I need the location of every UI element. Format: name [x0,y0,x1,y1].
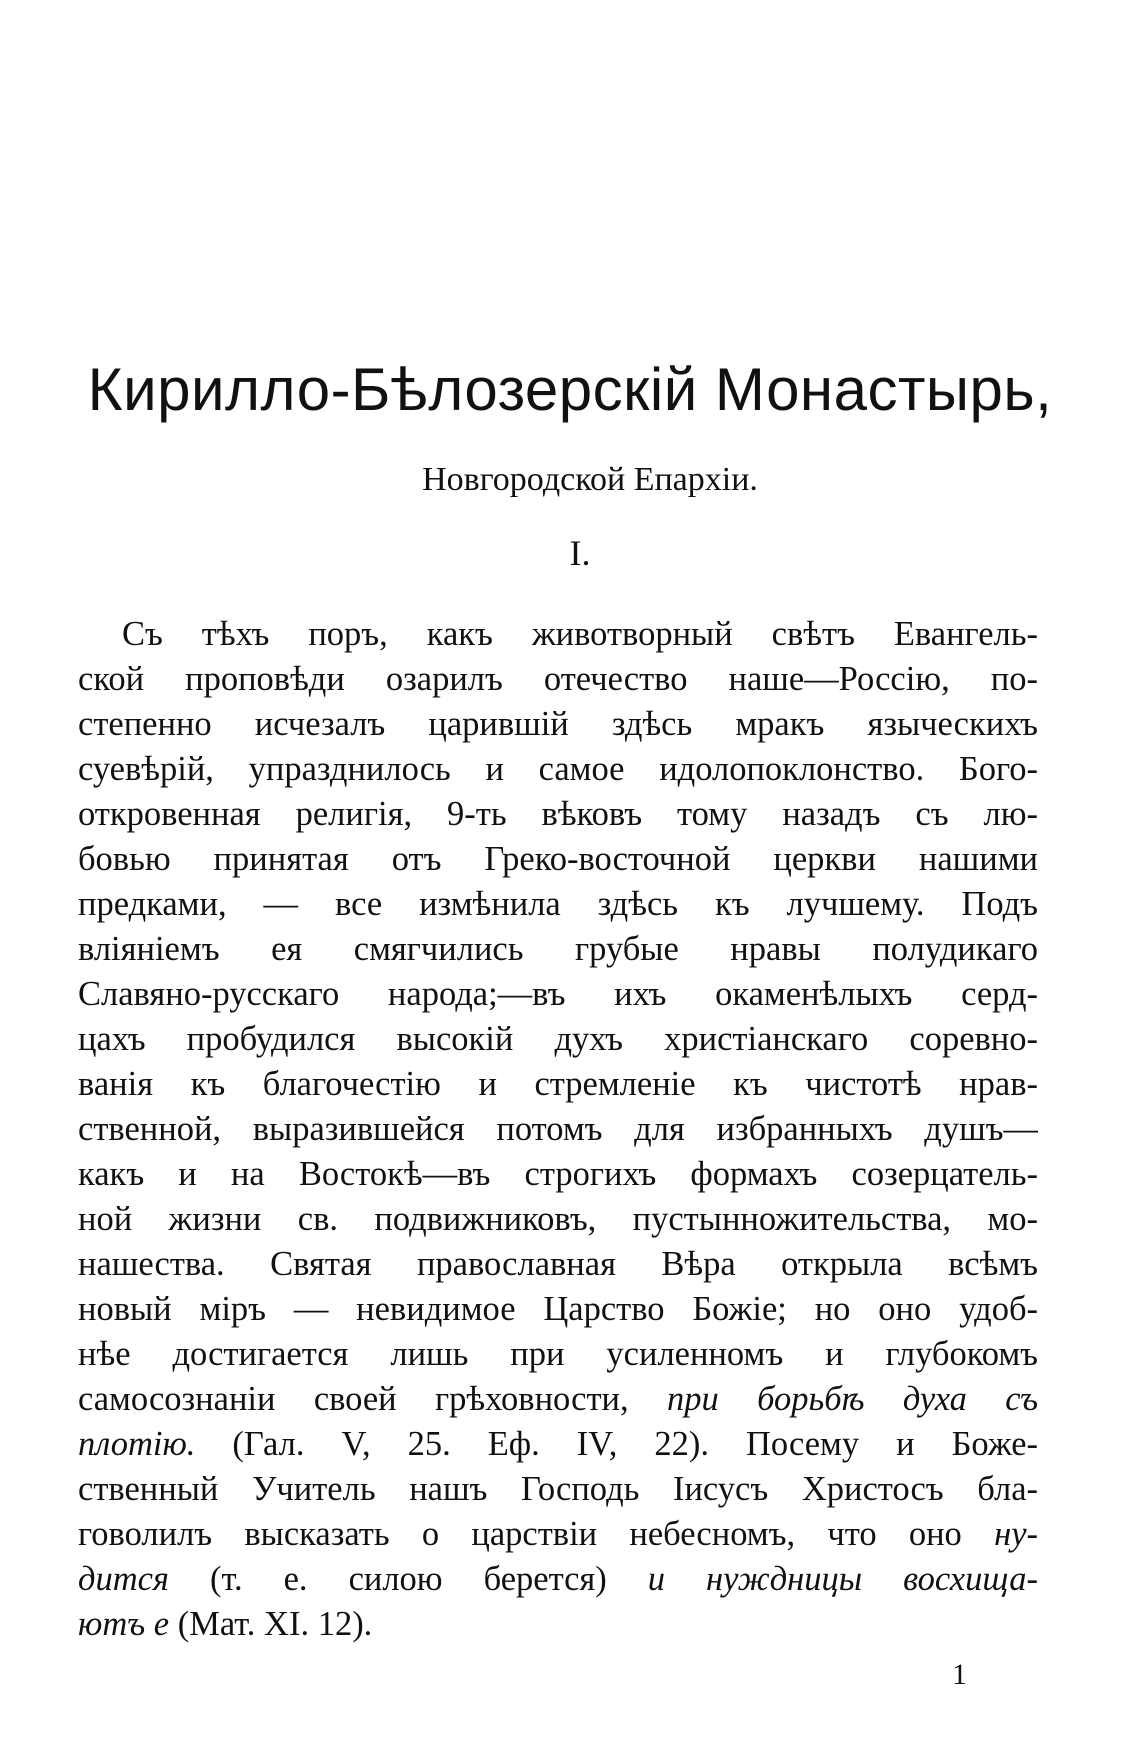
text-line: дится (т. е. силою берется) и нуждницы восхища- [78,1560,1038,1598]
text-line: ственной, выразившейся потомъ для избранныхъ душъ— [78,1110,1038,1148]
text-line: откровенная религія, 9-ть вѣковъ тому назадъ съ лю- [78,795,1038,833]
text-line: суевѣрій, упразднилось и самое идолопоклонство. Бого- [78,750,1038,788]
text-line: цахъ пробудился высокій духъ христіанскаго соревно- [78,1020,1038,1058]
italic-quote: дится [78,1560,169,1598]
body-paragraph [78,612,1038,1647]
italic-quote: при борьбѣ духа съ [667,1380,1038,1418]
text-line: новый міръ — невидимое Царство Божіе; но оно удоб- [78,1290,1038,1328]
text-line: ской проповѣди озарилъ отечество наше—Россію, по- [78,660,1038,698]
text-line: нѣе достигается лишь при усиленномъ и глубокомъ [78,1335,1038,1373]
text-line: Съ тѣхъ поръ, какъ животворный свѣтъ Евангель- [122,615,1038,653]
text-line: ственный Учитель нашъ Господь Іисусъ Христосъ бла- [78,1470,1038,1508]
text-line: ютъ е (Мат. XI. 12). [78,1605,373,1643]
text-line: ванія къ благочестію и стремленіе къ чистотѣ нрав- [78,1065,1038,1103]
text-line: самосознаніи своей грѣховности, при борьбѣ духа съ [78,1380,1038,1418]
text-line: ной жизни св. подвижниковъ, пустынножительства, мо- [78,1200,1038,1238]
italic-quote: ютъ е [78,1605,170,1643]
text-line: вліяніемъ ея смягчились грубые нравы полудикаго [78,930,1038,968]
italic-quote: и нуждницы восхища- [647,1560,1038,1598]
text-line: говолилъ высказать о царствіи небесномъ, что оно ну- [78,1515,1038,1553]
page-number: 1 [952,1658,967,1691]
text-line: бовью принятая отъ Греко-восточной церкви нашими [78,840,1038,878]
page-subtitle: Новгородской Епархіи. [422,461,758,498]
text-line: какъ и на Востокѣ—въ строгихъ формахъ созерцатель- [78,1155,1038,1193]
text-line: предками, — все измѣнила здѣсь къ лучшему. Подъ [78,885,1038,923]
section-number: I. [569,533,591,573]
italic-quote: ну- [994,1515,1038,1553]
text-line: нашества. Святая православная Вѣра открыла всѣмъ [78,1245,1038,1283]
page-title: Кирилло-Бѣлозерскій Монастырь, [87,356,1053,423]
text-line: плотію. (Гал. V, 25. Еф. IV, 22). Посему и Боже- [78,1425,1038,1463]
text-line: степенно исчезалъ царившій здѣсь мракъ языческихъ [78,705,1038,743]
italic-quote: плотію. [78,1425,196,1463]
text-line: Славяно-русскаго народа;—въ ихъ окаменѣлыхъ серд- [78,975,1038,1013]
